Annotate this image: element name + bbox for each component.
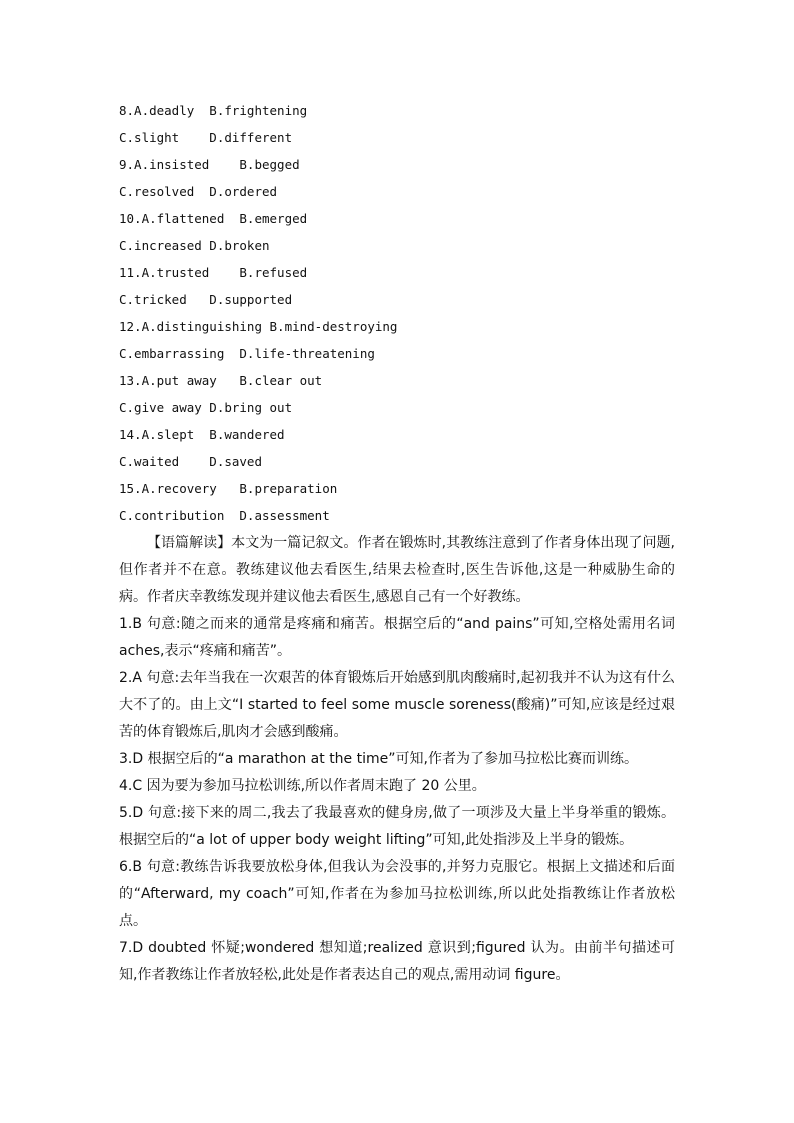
answer-2: 2.A 句意:去年当我在一次艰苦的体育锻炼后开始感到肌肉酸痛时,起初我并不认为这有什么大不了的。由上文“I started to feel some muscle soreness(酸痛)”可知,应该是经过艰苦的体育锻炼后,肌肉才会感到酸痛。 [119, 670, 675, 740]
answer-1: 1.B 句意:随之而来的通常是疼痛和痛苦。根据空后的“and pains”可知,空格处需用名词 aches,表示“疼痛和痛苦”。 [119, 616, 675, 659]
reading-intro: 【语篇解读】本文为一篇记叙文。作者在锻炼时,其教练注意到了作者身体出现了问题,但作者并不在意。教练建议他去看医生,结果去检查时,医生告诉他,这是一种威胁生命的病。作者庆幸教练发现并建议他去看医生,感恩自己有一个好教练。 [119, 535, 675, 605]
option-line-8a: 8.A.deadly B.frightening [119, 103, 308, 118]
option-line-8c: C.slight D.different [119, 130, 293, 145]
answer-4: 4.C 因为要为参加马拉松训练,所以作者周末跑了 20 公里。 [119, 778, 486, 794]
option-line-9a: 9.A.insisted B.begged [119, 157, 300, 172]
option-line-13c: C.give away D.bring out [119, 400, 293, 415]
option-line-10a: 10.A.flattened B.emerged [119, 211, 308, 226]
option-line-12c: C.embarrassing D.life-threatening [119, 346, 375, 361]
answer-5: 5.D 句意:接下来的周二,我去了我最喜欢的健身房,做了一项涉及大量上半身举重的锻炼。根据空后的“a lot of upper body weight lifting”可知,此处指涉及上半身的锻炼。 [119, 805, 675, 848]
option-line-12a: 12.A.distinguishing B.mind-destroying [119, 319, 398, 334]
answer-3: 3.D 根据空后的“a marathon at the time”可知,作者为了参加马拉松比赛而训练。 [119, 751, 638, 767]
option-line-14a: 14.A.slept B.wandered [119, 427, 285, 442]
option-line-14c: C.waited D.saved [119, 454, 262, 469]
option-line-11a: 11.A.trusted B.refused [119, 265, 308, 280]
option-line-15a: 15.A.recovery B.preparation [119, 481, 338, 496]
option-line-15c: C.contribution D.assessment [119, 508, 330, 523]
option-line-10c: C.increased D.broken [119, 238, 270, 253]
answer-6: 6.B 句意:教练告诉我要放松身体,但我认为会没事的,并努力克服它。根据上文描述和后面的“Afterward, my coach”可知,作者在为参加马拉松训练,所以此处指教练让作者放松点。 [119, 859, 675, 929]
answer-7: 7.D doubted 怀疑;wondered 想知道;realized 意识到;figured 认为。由前半句描述可知,作者教练让作者放轻松,此处是作者表达自己的观点,需用动词 figure。 [119, 940, 675, 983]
option-line-11c: C.tricked D.supported [119, 292, 293, 307]
option-line-13a: 13.A.put away B.clear out [119, 373, 323, 388]
option-line-9c: C.resolved D.ordered [119, 184, 278, 199]
